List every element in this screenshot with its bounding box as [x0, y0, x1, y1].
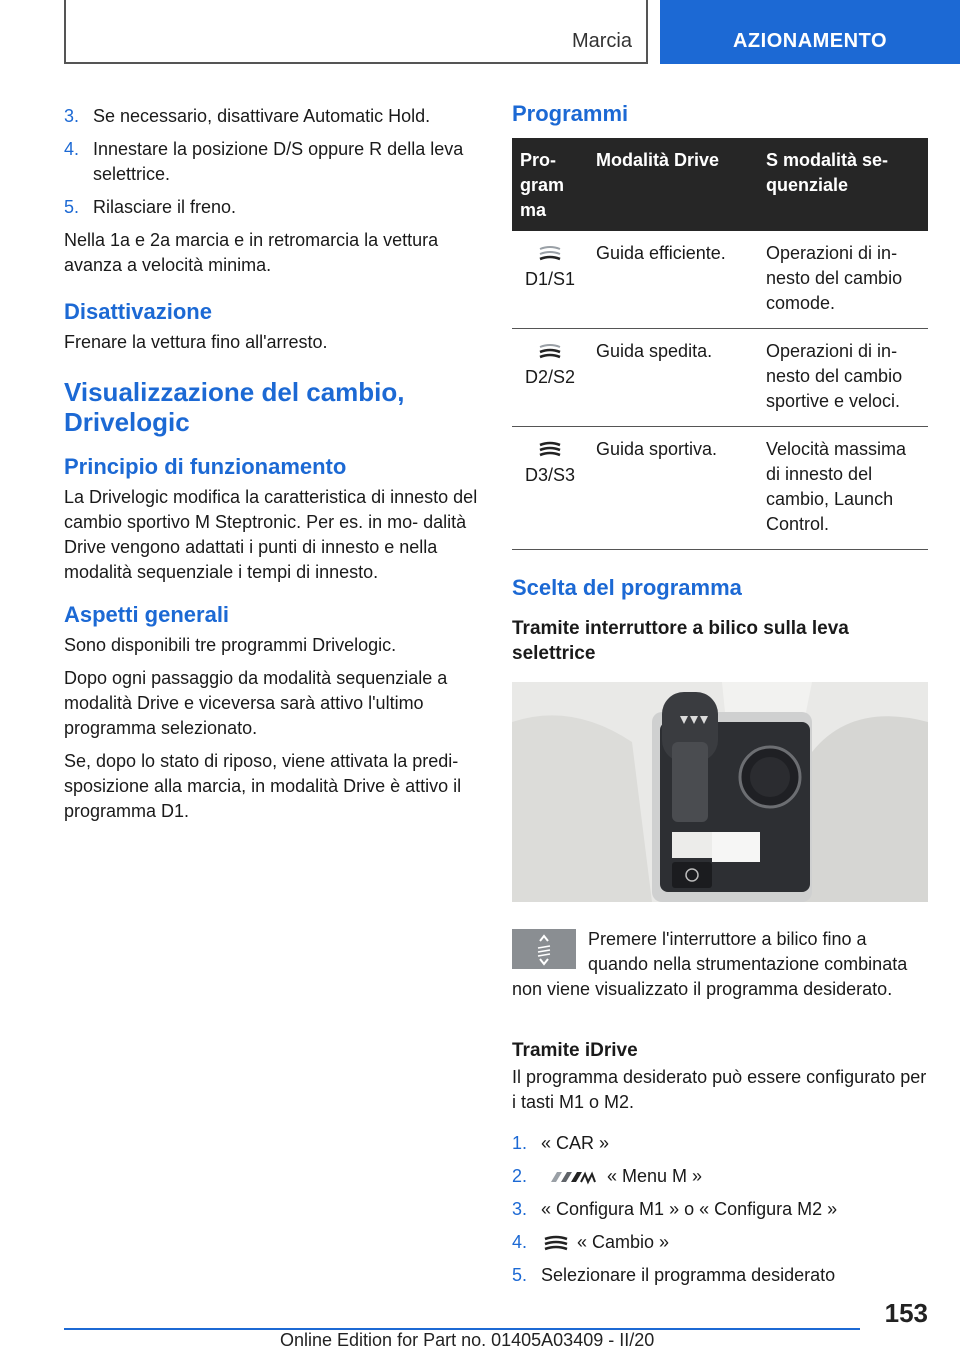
program-cell [512, 231, 588, 329]
chapter-title: AZIONAMENTO [732, 30, 887, 52]
sequential-cell: Velocità massima di innesto del cambio, Launch Control. [758, 427, 928, 550]
heading-programmi: Programmi [512, 101, 629, 126]
drivelogic-icon [543, 1233, 569, 1253]
rocker-paragraph: Premere l'interruttore a bilico fino a quando nella strumentazione combinata non viene visualizzato il programma desiderato. [512, 929, 908, 999]
drive-cell: Guida sportiva. [588, 427, 758, 550]
aspetti-paragraph-2: Dopo ogni passaggio da modalità sequenziale a modalità Drive e viceversa sarà attivo l'ultimo programma selezionato. [64, 668, 448, 738]
programs-table [512, 138, 928, 550]
drive-cell: Guida spedita. [588, 329, 758, 427]
gear-selector-photo [512, 682, 928, 902]
heading-aspetti: Aspetti generali [64, 602, 230, 627]
header-box [64, 0, 648, 64]
table-row [512, 231, 928, 329]
page-number: 153 [884, 1298, 928, 1328]
chapter-tab [660, 0, 960, 64]
principio-paragraph: La Drivelogic modifica la caratteristica di innesto del cambio sportivo M Steptronic. Per es. in mo‐ dalità Drive vengono adattati i punti di innesto e nella modalità sequenziale i tempi di innesto. [64, 487, 478, 582]
m-logo-icon [545, 1168, 601, 1186]
steps-top-list [64, 104, 484, 220]
program-label: D1/S1 [524, 269, 576, 289]
sequential-cell: Operazioni di in‐ nesto del cambio sportive e veloci. [758, 329, 928, 427]
list-item: 5. Selezionare il programma desiderato [512, 1265, 836, 1285]
drivelogic-3-bar-icon [538, 439, 562, 459]
left-column [64, 104, 484, 832]
program-cell [512, 329, 588, 427]
column-header: Modalità Drive [588, 138, 758, 231]
list-item: 4. « Cambio » [512, 1232, 670, 1252]
drive-cell: Guida efficiente. [588, 231, 758, 329]
heading-principio: Principio di funzionamento [64, 454, 347, 479]
table-row [512, 329, 928, 427]
drivelogic-2-bar-icon [538, 341, 562, 361]
disattivazione-paragraph: Frenare la vettura fino all'arresto. [64, 332, 328, 352]
section-title: Marcia [571, 30, 632, 52]
heading-idrive: Tramite iDrive [512, 1040, 638, 1061]
drivelogic-1-bar-icon [538, 243, 562, 263]
list-item: 5. Rilasciare il freno. [64, 197, 237, 217]
sequential-cell: Operazioni di in‐ nesto del cambio comode. [758, 231, 928, 329]
idrive-paragraph: Il programma desiderato può essere configurato per i tasti M1 o M2. [512, 1067, 927, 1112]
list-item: 2. « Menu M » [512, 1166, 703, 1186]
column-header: S modalità se‐ quenziale [758, 138, 928, 231]
column-header: Pro‐ gram ma [512, 138, 588, 231]
aspetti-paragraph-1: Sono disponibili tre programmi Drivelogic. [64, 635, 397, 655]
table-header-row [512, 138, 928, 231]
list-item: 4. Innestare la posizione D/S oppure R della leva selettrice. [64, 139, 464, 184]
heading-visualizzazione: Visualizzazione del cambio, Drivelogic [64, 377, 405, 437]
right-column [512, 100, 928, 1296]
footer-edition: Online Edition for Part no. 01405A03409 - II/20 [280, 1330, 655, 1350]
program-cell [512, 427, 588, 550]
heading-disattivazione: Disattivazione [64, 299, 212, 324]
heading-rocker: Tramite interruttore a bilico sulla leva selettrice [512, 618, 849, 664]
program-label: D2/S2 [524, 367, 576, 387]
list-item: 1. « CAR » [512, 1133, 610, 1153]
list-item: 3. « Configura M1 » o « Configura M2 » [512, 1199, 838, 1219]
list-item: 3. Se necessario, disattivare Automatic Hold. [64, 106, 431, 126]
rocker-switch-icon [512, 929, 576, 969]
program-label: D3/S3 [524, 465, 576, 485]
table-row [512, 427, 928, 550]
heading-scelta: Scelta del programma [512, 575, 742, 600]
idrive-steps-list [512, 1131, 928, 1288]
gear-paragraph: Nella 1a e 2a marcia e in retromarcia la vettura avanza a velocità minima. [64, 230, 439, 275]
aspetti-paragraph-3: Se, dopo lo stato di riposo, viene attivata la predi‐ sposizione alla marcia, in modalità Drive è attivo il programma D1. [64, 751, 462, 821]
